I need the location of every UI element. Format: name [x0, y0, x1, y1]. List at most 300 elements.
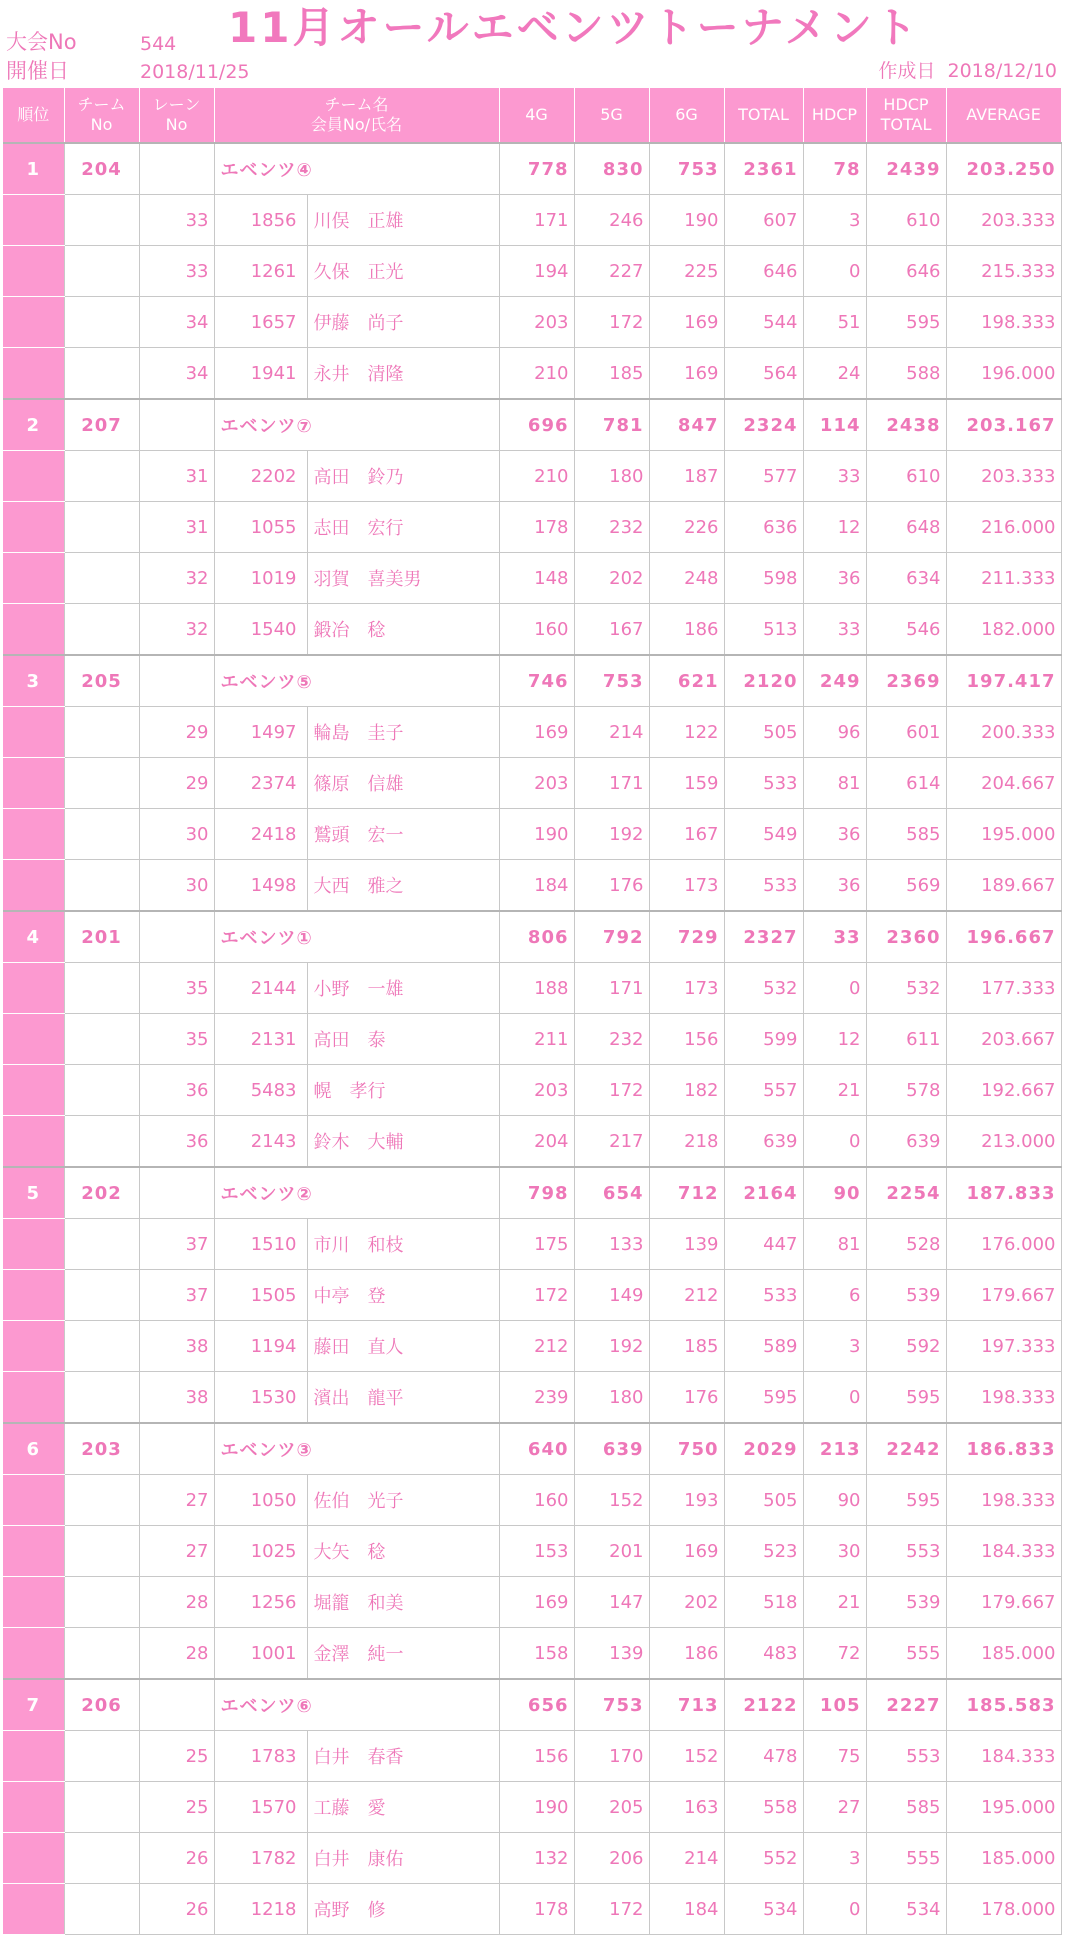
member-row	[3, 553, 1061, 604]
hdcp-total-cell: 601	[866, 707, 946, 758]
g5-cell: 232	[574, 1014, 649, 1065]
lane-cell: 36	[139, 1116, 214, 1168]
team-no-cell	[64, 502, 139, 553]
g5-cell: 170	[574, 1731, 649, 1782]
col-rank: 順位	[3, 88, 64, 143]
hdcp-cell: 36	[803, 860, 866, 912]
lane-cell: 29	[139, 758, 214, 809]
g6-cell: 185	[649, 1321, 724, 1372]
g5-cell: 167	[574, 604, 649, 656]
total-cell: 2122	[724, 1679, 803, 1731]
g6-cell: 152	[649, 1731, 724, 1782]
average-cell: 187.833	[946, 1167, 1061, 1219]
team-row	[3, 399, 1061, 451]
team-row	[3, 143, 1061, 195]
total-cell: 534	[724, 1884, 803, 1935]
average-cell: 182.000	[946, 604, 1061, 656]
total-cell: 2324	[724, 399, 803, 451]
average-cell: 203.167	[946, 399, 1061, 451]
g4-cell: 148	[499, 553, 574, 604]
hdcp-total-cell: 578	[866, 1065, 946, 1116]
lane-cell	[139, 911, 214, 963]
member-name-cell: 濱出 龍平	[307, 1372, 499, 1424]
g4-cell: 175	[499, 1219, 574, 1270]
g5-cell: 830	[574, 143, 649, 195]
member-row	[3, 707, 1061, 758]
team-no-cell	[64, 1014, 139, 1065]
average-cell: 197.417	[946, 655, 1061, 707]
total-cell: 2164	[724, 1167, 803, 1219]
g4-cell: 132	[499, 1833, 574, 1884]
g6-cell: 163	[649, 1782, 724, 1833]
g5-cell: 205	[574, 1782, 649, 1833]
average-cell: 184.333	[946, 1526, 1061, 1577]
g4-cell: 203	[499, 1065, 574, 1116]
lane-cell	[139, 1679, 214, 1731]
member-no-cell: 2418	[214, 809, 307, 860]
average-cell: 198.333	[946, 297, 1061, 348]
g6-cell: 225	[649, 246, 724, 297]
average-cell: 176.000	[946, 1219, 1061, 1270]
g4-cell: 171	[499, 195, 574, 246]
team-no-cell	[64, 1628, 139, 1680]
member-row	[3, 860, 1061, 912]
lane-cell: 31	[139, 502, 214, 553]
hdcp-cell: 3	[803, 195, 866, 246]
average-cell: 184.333	[946, 1731, 1061, 1782]
hdcp-cell: 249	[803, 655, 866, 707]
results-table	[3, 88, 1062, 1935]
member-name-cell: 鷲頭 宏一	[307, 809, 499, 860]
member-no-cell: 1530	[214, 1372, 307, 1424]
lane-cell	[139, 1423, 214, 1475]
hdcp-total-cell: 553	[866, 1731, 946, 1782]
g4-cell: 798	[499, 1167, 574, 1219]
total-cell: 589	[724, 1321, 803, 1372]
total-cell: 646	[724, 246, 803, 297]
g5-cell: 753	[574, 655, 649, 707]
team-name-cell: エベンツ①	[214, 911, 499, 963]
member-no-cell: 1540	[214, 604, 307, 656]
total-cell: 557	[724, 1065, 803, 1116]
g6-cell: 753	[649, 143, 724, 195]
hdcp-cell: 96	[803, 707, 866, 758]
lane-cell: 27	[139, 1526, 214, 1577]
member-name-cell: 大西 雅之	[307, 860, 499, 912]
g5-cell: 639	[574, 1423, 649, 1475]
lane-cell: 27	[139, 1475, 214, 1526]
member-no-cell: 1941	[214, 348, 307, 400]
team-no-cell	[64, 1782, 139, 1833]
table-header-row	[3, 88, 1061, 143]
member-name-cell: 川俣 正雄	[307, 195, 499, 246]
hdcp-cell: 27	[803, 1782, 866, 1833]
g4-cell: 640	[499, 1423, 574, 1475]
rank-cell	[3, 604, 64, 656]
member-no-cell: 1025	[214, 1526, 307, 1577]
member-no-cell: 1019	[214, 553, 307, 604]
total-cell: 533	[724, 758, 803, 809]
average-cell: 198.333	[946, 1475, 1061, 1526]
total-cell: 533	[724, 860, 803, 912]
rank-cell	[3, 451, 64, 502]
hdcp-cell: 0	[803, 1116, 866, 1168]
member-row	[3, 1833, 1061, 1884]
lane-cell: 30	[139, 860, 214, 912]
hdcp-total-cell: 546	[866, 604, 946, 656]
member-no-cell: 1782	[214, 1833, 307, 1884]
rank-cell	[3, 707, 64, 758]
rank-cell	[3, 348, 64, 400]
rank-cell	[3, 1628, 64, 1680]
g4-cell: 178	[499, 1884, 574, 1935]
lane-cell	[139, 399, 214, 451]
g5-cell: 180	[574, 451, 649, 502]
lane-cell: 28	[139, 1628, 214, 1680]
col-team-no: チーム No	[64, 88, 139, 143]
lane-cell: 36	[139, 1065, 214, 1116]
hdcp-total-cell: 539	[866, 1270, 946, 1321]
average-cell: 211.333	[946, 553, 1061, 604]
g5-cell: 792	[574, 911, 649, 963]
total-cell: 544	[724, 297, 803, 348]
rank-cell	[3, 195, 64, 246]
col-hdcp: HDCP	[803, 88, 866, 143]
member-no-cell: 1218	[214, 1884, 307, 1935]
rank-cell	[3, 502, 64, 553]
rank-cell: 3	[3, 655, 64, 707]
hdcp-cell: 6	[803, 1270, 866, 1321]
hdcp-total-cell: 646	[866, 246, 946, 297]
g6-cell: 190	[649, 195, 724, 246]
average-cell: 200.333	[946, 707, 1061, 758]
member-name-cell: 大矢 稔	[307, 1526, 499, 1577]
hdcp-total-cell: 539	[866, 1577, 946, 1628]
member-no-cell: 1570	[214, 1782, 307, 1833]
team-no-cell	[64, 195, 139, 246]
team-no-cell	[64, 553, 139, 604]
team-no-cell	[64, 1065, 139, 1116]
team-no-cell: 204	[64, 143, 139, 195]
member-no-cell: 2374	[214, 758, 307, 809]
hdcp-total-cell: 569	[866, 860, 946, 912]
average-cell: 213.000	[946, 1116, 1061, 1168]
hdcp-total-cell: 532	[866, 963, 946, 1014]
average-cell: 177.333	[946, 963, 1061, 1014]
g4-cell: 204	[499, 1116, 574, 1168]
g4-cell: 190	[499, 809, 574, 860]
lane-cell: 29	[139, 707, 214, 758]
rank-cell	[3, 1731, 64, 1782]
average-cell: 203.667	[946, 1014, 1061, 1065]
total-cell: 447	[724, 1219, 803, 1270]
hdcp-cell: 24	[803, 348, 866, 400]
g6-cell: 712	[649, 1167, 724, 1219]
g6-cell: 156	[649, 1014, 724, 1065]
g4-cell: 178	[499, 502, 574, 553]
g6-cell: 182	[649, 1065, 724, 1116]
hdcp-cell: 12	[803, 502, 866, 553]
rank-cell	[3, 246, 64, 297]
team-no-cell: 206	[64, 1679, 139, 1731]
rank-cell	[3, 1116, 64, 1168]
g6-cell: 167	[649, 809, 724, 860]
member-no-cell: 2143	[214, 1116, 307, 1168]
hdcp-cell: 90	[803, 1475, 866, 1526]
team-no-cell	[64, 1219, 139, 1270]
average-cell: 178.000	[946, 1884, 1061, 1935]
member-row	[3, 1372, 1061, 1424]
col-average: AVERAGE	[946, 88, 1061, 143]
lane-cell: 32	[139, 553, 214, 604]
rank-cell	[3, 809, 64, 860]
tournament-no-label: 大会No	[6, 30, 77, 54]
team-no-cell	[64, 1577, 139, 1628]
team-no-cell	[64, 348, 139, 400]
member-row	[3, 1270, 1061, 1321]
lane-cell: 32	[139, 604, 214, 656]
hdcp-total-cell: 611	[866, 1014, 946, 1065]
hdcp-total-cell: 2369	[866, 655, 946, 707]
lane-cell: 35	[139, 1014, 214, 1065]
g5-cell: 202	[574, 553, 649, 604]
g6-cell: 218	[649, 1116, 724, 1168]
rank-cell	[3, 1577, 64, 1628]
average-cell: 203.333	[946, 451, 1061, 502]
hdcp-cell: 33	[803, 451, 866, 502]
member-name-cell: 久保 正光	[307, 246, 499, 297]
hdcp-total-cell: 614	[866, 758, 946, 809]
g4-cell: 190	[499, 1782, 574, 1833]
member-name-cell: 羽賀 喜美男	[307, 553, 499, 604]
average-cell: 203.250	[946, 143, 1061, 195]
hdcp-cell: 81	[803, 758, 866, 809]
g6-cell: 169	[649, 348, 724, 400]
g4-cell: 194	[499, 246, 574, 297]
member-name-cell: 堀籠 和美	[307, 1577, 499, 1628]
g6-cell: 184	[649, 1884, 724, 1935]
g5-cell: 172	[574, 1884, 649, 1935]
member-row	[3, 1219, 1061, 1270]
average-cell: 185.000	[946, 1628, 1061, 1680]
average-cell: 204.667	[946, 758, 1061, 809]
team-no-cell: 202	[64, 1167, 139, 1219]
member-no-cell: 2144	[214, 963, 307, 1014]
g5-cell: 192	[574, 809, 649, 860]
member-row	[3, 451, 1061, 502]
lane-cell: 34	[139, 348, 214, 400]
member-row	[3, 758, 1061, 809]
g4-cell: 210	[499, 348, 574, 400]
lane-cell	[139, 1167, 214, 1219]
rank-cell	[3, 1782, 64, 1833]
lane-cell: 38	[139, 1372, 214, 1424]
g6-cell: 212	[649, 1270, 724, 1321]
team-no-cell	[64, 1475, 139, 1526]
member-no-cell: 5483	[214, 1065, 307, 1116]
team-no-cell	[64, 963, 139, 1014]
team-no-cell: 201	[64, 911, 139, 963]
member-row	[3, 348, 1061, 400]
total-cell: 599	[724, 1014, 803, 1065]
rank-cell	[3, 1270, 64, 1321]
hdcp-total-cell: 2227	[866, 1679, 946, 1731]
hdcp-total-cell: 2254	[866, 1167, 946, 1219]
team-no-cell	[64, 246, 139, 297]
hdcp-cell: 0	[803, 1372, 866, 1424]
member-no-cell: 2202	[214, 451, 307, 502]
lane-cell: 30	[139, 809, 214, 860]
hdcp-cell: 36	[803, 553, 866, 604]
lane-cell: 25	[139, 1731, 214, 1782]
member-row	[3, 1065, 1061, 1116]
team-no-cell	[64, 451, 139, 502]
rank-cell: 7	[3, 1679, 64, 1731]
g5-cell: 180	[574, 1372, 649, 1424]
member-row	[3, 963, 1061, 1014]
member-name-cell: 中亭 登	[307, 1270, 499, 1321]
average-cell: 195.000	[946, 809, 1061, 860]
member-name-cell: 高野 修	[307, 1884, 499, 1935]
g4-cell: 203	[499, 758, 574, 809]
total-cell: 595	[724, 1372, 803, 1424]
total-cell: 533	[724, 1270, 803, 1321]
rank-cell: 4	[3, 911, 64, 963]
g6-cell: 169	[649, 1526, 724, 1577]
g6-cell: 139	[649, 1219, 724, 1270]
team-no-cell	[64, 1884, 139, 1935]
hdcp-total-cell: 585	[866, 809, 946, 860]
g6-cell: 159	[649, 758, 724, 809]
team-no-cell	[64, 297, 139, 348]
hdcp-total-cell: 2360	[866, 911, 946, 963]
rank-cell: 2	[3, 399, 64, 451]
team-no-cell	[64, 1372, 139, 1424]
g5-cell: 654	[574, 1167, 649, 1219]
lane-cell: 26	[139, 1884, 214, 1935]
average-cell: 185.000	[946, 1833, 1061, 1884]
g5-cell: 172	[574, 297, 649, 348]
g4-cell: 169	[499, 1577, 574, 1628]
hdcp-total-cell: 592	[866, 1321, 946, 1372]
hdcp-cell: 30	[803, 1526, 866, 1577]
g4-cell: 172	[499, 1270, 574, 1321]
g6-cell: 173	[649, 963, 724, 1014]
hdcp-cell: 78	[803, 143, 866, 195]
hdcp-cell: 33	[803, 911, 866, 963]
average-cell: 192.667	[946, 1065, 1061, 1116]
member-row	[3, 1014, 1061, 1065]
member-row	[3, 1116, 1061, 1168]
team-no-cell	[64, 604, 139, 656]
team-no-cell	[64, 1321, 139, 1372]
average-cell: 196.000	[946, 348, 1061, 400]
hdcp-total-cell: 555	[866, 1628, 946, 1680]
member-name-cell: 白井 康佑	[307, 1833, 499, 1884]
member-no-cell: 1510	[214, 1219, 307, 1270]
hdcp-cell: 12	[803, 1014, 866, 1065]
member-name-cell: 鍛冶 稔	[307, 604, 499, 656]
hdcp-total-cell: 585	[866, 1782, 946, 1833]
g4-cell: 212	[499, 1321, 574, 1372]
g5-cell: 753	[574, 1679, 649, 1731]
team-no-cell: 203	[64, 1423, 139, 1475]
team-name-cell: エベンツ④	[214, 143, 499, 195]
g4-cell: 188	[499, 963, 574, 1014]
member-name-cell: 佐伯 光子	[307, 1475, 499, 1526]
g6-cell: 202	[649, 1577, 724, 1628]
col-4g: 4G	[499, 88, 574, 143]
event-date: 2018/11/25	[140, 61, 250, 83]
lane-cell: 25	[139, 1782, 214, 1833]
g5-cell: 214	[574, 707, 649, 758]
g6-cell: 621	[649, 655, 724, 707]
g6-cell: 173	[649, 860, 724, 912]
lane-cell: 33	[139, 246, 214, 297]
g5-cell: 176	[574, 860, 649, 912]
rank-cell	[3, 1526, 64, 1577]
g4-cell: 153	[499, 1526, 574, 1577]
g4-cell: 160	[499, 1475, 574, 1526]
g5-cell: 133	[574, 1219, 649, 1270]
total-cell: 577	[724, 451, 803, 502]
member-row	[3, 604, 1061, 656]
g4-cell: 169	[499, 707, 574, 758]
hdcp-total-cell: 595	[866, 297, 946, 348]
rank-cell	[3, 758, 64, 809]
g4-cell: 778	[499, 143, 574, 195]
member-name-cell: 市川 和枝	[307, 1219, 499, 1270]
member-name-cell: 藤田 直人	[307, 1321, 499, 1372]
g5-cell: 206	[574, 1833, 649, 1884]
hdcp-cell: 90	[803, 1167, 866, 1219]
rank-cell	[3, 1065, 64, 1116]
hdcp-total-cell: 553	[866, 1526, 946, 1577]
lane-cell	[139, 655, 214, 707]
member-row	[3, 1628, 1061, 1680]
team-name-cell: エベンツ⑦	[214, 399, 499, 451]
team-name-cell: エベンツ③	[214, 1423, 499, 1475]
hdcp-total-cell: 2438	[866, 399, 946, 451]
member-no-cell: 1050	[214, 1475, 307, 1526]
team-row	[3, 1679, 1061, 1731]
hdcp-cell: 213	[803, 1423, 866, 1475]
team-name-cell: エベンツ⑤	[214, 655, 499, 707]
team-no-cell	[64, 1526, 139, 1577]
hdcp-cell: 3	[803, 1833, 866, 1884]
hdcp-total-cell: 595	[866, 1475, 946, 1526]
g4-cell: 239	[499, 1372, 574, 1424]
average-cell: 195.000	[946, 1782, 1061, 1833]
g4-cell: 203	[499, 297, 574, 348]
team-no-cell	[64, 758, 139, 809]
member-row	[3, 1321, 1061, 1372]
lane-cell: 26	[139, 1833, 214, 1884]
g5-cell: 171	[574, 758, 649, 809]
total-cell: 2029	[724, 1423, 803, 1475]
member-row	[3, 1731, 1061, 1782]
member-name-cell: 篠原 信雄	[307, 758, 499, 809]
member-no-cell: 1498	[214, 860, 307, 912]
g6-cell: 169	[649, 297, 724, 348]
rank-cell: 6	[3, 1423, 64, 1475]
hdcp-total-cell: 2439	[866, 143, 946, 195]
total-cell: 2361	[724, 143, 803, 195]
lane-cell: 33	[139, 195, 214, 246]
g5-cell: 147	[574, 1577, 649, 1628]
member-no-cell: 1256	[214, 1577, 307, 1628]
hdcp-total-cell: 595	[866, 1372, 946, 1424]
